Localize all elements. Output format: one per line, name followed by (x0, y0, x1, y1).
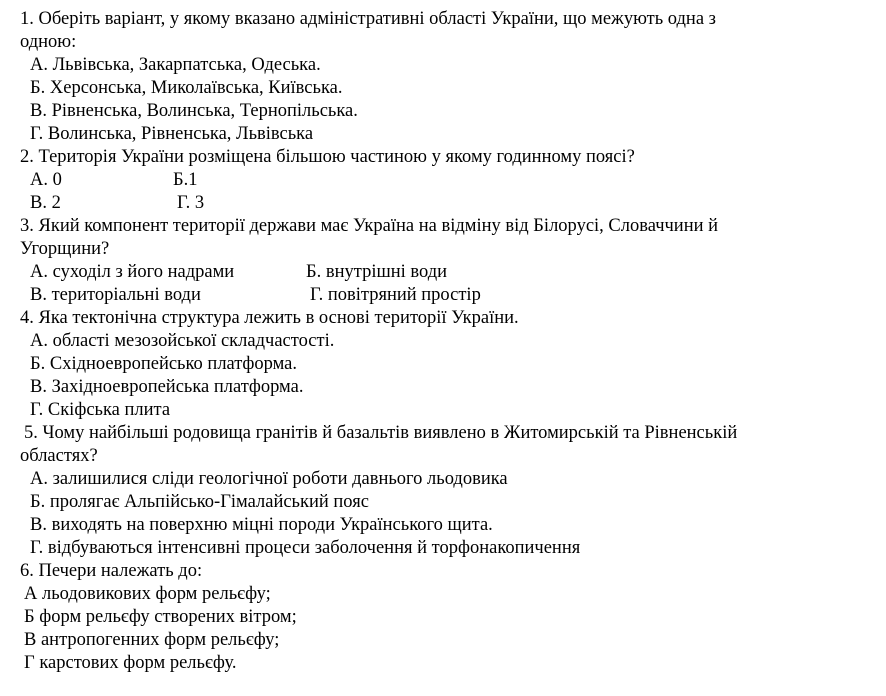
question-2-options-row1 (20, 169, 870, 192)
question-3-options-row1 (20, 261, 870, 284)
question-2-options-row2 (20, 192, 870, 215)
question-2-text: 2. Територія України розміщена більшою частиною у якому годинному поясі? (20, 147, 635, 167)
question-4-option-a: А. області мезозойської складчастості. (30, 331, 335, 351)
question-3 (20, 215, 870, 307)
question-1 (20, 8, 870, 146)
question-3-option-c: В. територіальні води (30, 285, 201, 305)
question-3-option-a: А. суходіл з його надрами (30, 262, 235, 282)
question-1-text-line1: 1. Оберіть варіант, у якому вказано адміністративні області України, що межують одна з (20, 9, 716, 29)
question-3-text-line2: Угорщини? (20, 239, 110, 259)
question-2-option-d: Г. 3 (177, 193, 205, 213)
question-5-text-line2: областях? (20, 446, 98, 466)
question-5-text-line1: 5. Чому найбільші родовища гранітів й базальтів виявлено в Житомирській та Рівненській (24, 423, 738, 443)
test-document (20, 8, 870, 675)
question-5-option-b: Б. пролягає Альпійсько-Гімалайський пояс (30, 492, 369, 512)
question-4 (20, 307, 870, 422)
question-2-option-a: А. 0 (30, 170, 62, 190)
question-1-option-c: В. Рівненська, Волинська, Тернопільська. (30, 101, 358, 121)
question-4-option-b: Б. Східноевропейсько платформа. (30, 354, 297, 374)
question-6-option-a: А льодовикових форм рельєфу; (24, 584, 271, 604)
question-6-option-c: В антропогенних форм рельєфу; (24, 630, 280, 650)
question-3-options-row2 (20, 284, 870, 307)
question-6 (20, 560, 870, 675)
question-6-option-b: Б форм рельєфу створених вітром; (24, 607, 297, 627)
question-4-option-c: В. Західноевропейська платформа. (30, 377, 304, 397)
question-2-option-c: В. 2 (30, 193, 61, 213)
question-1-option-b: Б. Херсонська, Миколаївська, Київська. (30, 78, 343, 98)
question-2 (20, 146, 870, 215)
question-3-option-b: Б. внутрішні води (306, 262, 448, 282)
question-4-option-d: Г. Скіфська плита (30, 400, 171, 420)
question-5-option-c: В. виходять на поверхню міцні породи Українського щита. (30, 515, 493, 535)
question-5 (20, 422, 870, 560)
question-5-option-d: Г. відбуваються інтенсивні процеси заболочення й торфонакопичення (30, 538, 581, 558)
question-5-option-a: А. залишилися сліди геологічної роботи давнього льодовика (30, 469, 508, 489)
question-3-option-d: Г. повітряний простір (310, 285, 481, 305)
question-2-option-b: Б.1 (173, 170, 198, 190)
question-4-text: 4. Яка тектонічна структура лежить в основі території України. (20, 308, 519, 328)
question-6-option-d: Г карстових форм рельєфу. (24, 653, 237, 673)
question-1-option-a: А. Львівська, Закарпатська, Одеська. (30, 55, 321, 75)
question-1-option-d: Г. Волинська, Рівненська, Львівська (30, 124, 314, 144)
question-6-text: 6. Печери належать до: (20, 561, 203, 581)
question-3-text-line1: 3. Який компонент території держави має Україна на відміну від Білорусі, Словаччини й (20, 216, 719, 236)
question-1-text-line2: одною: (20, 32, 77, 52)
